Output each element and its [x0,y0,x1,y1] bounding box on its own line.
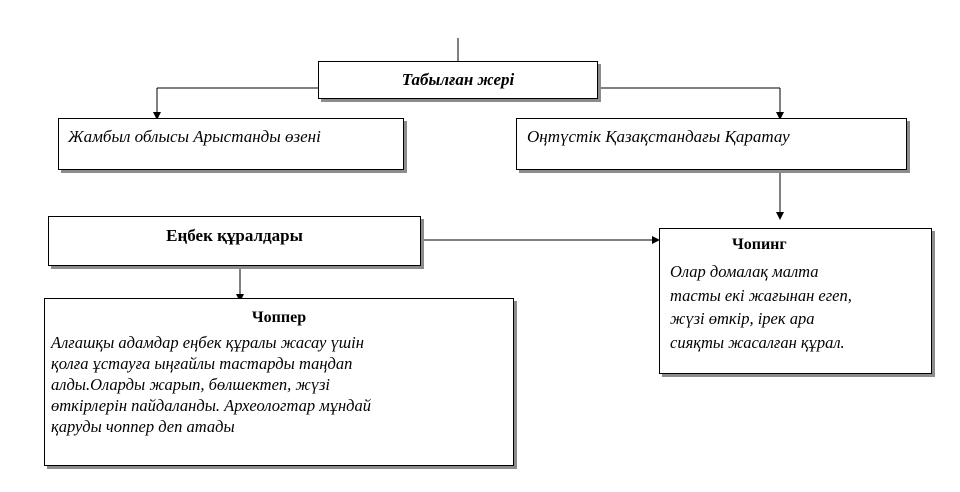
chopper-line: өткірлерін пайдаланды. Археологтар мұндай [51,396,372,415]
south-kazakhstan-text: Оңтүстік Қазақстандағы Қаратау [527,127,790,146]
labor-tools-box [48,216,421,266]
chopping-title: Чопинг [732,236,787,253]
chopper-line: қолға ұстауға ыңғайлы тастарды таңдап [51,354,353,373]
chopper-line: алды.Оларды жарып, бөлшектеп, жүзі [51,375,331,394]
chopper-line: қаруды чоппер деп атады [51,417,235,436]
chopping-line: жүзі өткір, ірек ара [670,309,815,328]
chopper-description [51,332,371,437]
chopping-box [659,228,932,374]
chopper-box [44,298,514,466]
chopper-title: Чоппер [251,309,307,326]
zhambyl-box [58,118,404,170]
chopping-line: Олар домалақ малта [670,262,819,281]
found-place-box [318,61,598,99]
labor-tools-title: Еңбек құралдары [166,226,303,245]
zhambyl-text: Жамбыл облысы Арыстанды өзені [68,127,321,146]
chopping-line: тасты екі жағынан егеп, [670,285,852,305]
found-place-title: Табылған жері [401,70,515,89]
chopper-line: Алғашқы адамдар еңбек құралы жасау үшін [51,333,364,352]
chopping-line: сияқты жасалған құрал. [670,332,845,352]
south-kazakhstan-box [516,118,907,170]
chopping-description [670,260,852,354]
